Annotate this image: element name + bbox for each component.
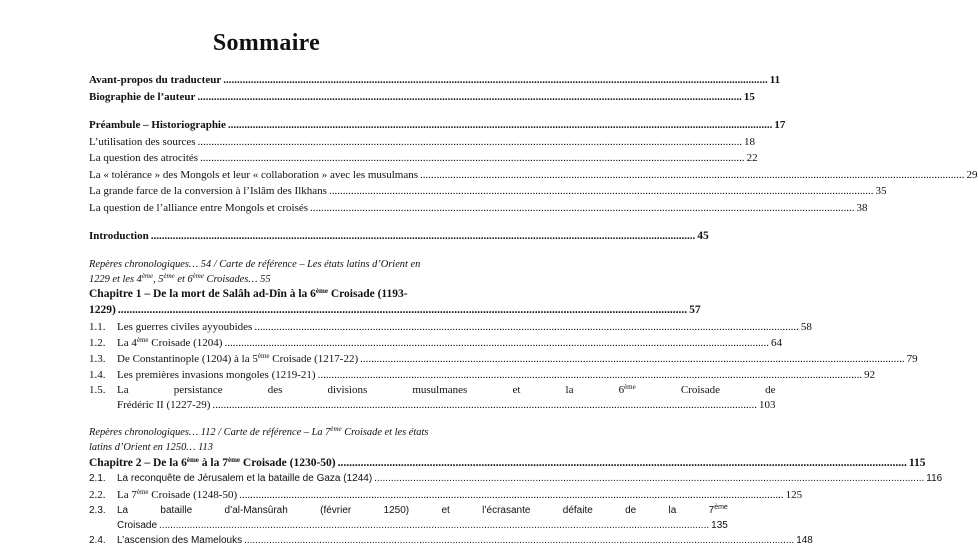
toc-section-2-2[interactable] (89, 487, 803, 503)
section-label-line (117, 503, 728, 518)
dot-leader (159, 518, 709, 533)
section-label (117, 383, 775, 413)
toc-entry-preambule[interactable] (89, 117, 786, 134)
toc-entry-label: La question des atrocités (89, 152, 199, 164)
dot-leader (197, 89, 742, 106)
reperes-text: Repères chronologiques… 54 / Carte de référence – Les états latins d’Orient en 1229 et les 4 (89, 258, 421, 285)
toc-section-1-4[interactable] (89, 367, 876, 383)
section-label (117, 335, 222, 351)
superscript: ème (141, 271, 154, 280)
reperes-text: Croisade et les états latins d’Orient en 1250… 113 (89, 426, 429, 453)
toc-entry-label: La question de l’alliance entre Mongols et croisés (89, 201, 309, 214)
page-title: Sommaire (212, 30, 321, 56)
section-number: 2.3. (89, 505, 106, 516)
toc-entry-page: 18 (744, 135, 756, 148)
toc-entry-page: 15 (743, 90, 755, 103)
table-of-contents (89, 72, 978, 549)
toc-entry-page: 125 (785, 489, 803, 501)
dot-leader (200, 150, 745, 167)
section-label-text: Croisade (1204) (148, 336, 223, 349)
toc-entry-page: 58 (800, 320, 812, 333)
chapter-title-text (89, 455, 336, 472)
chapter-2-heading[interactable] (89, 455, 926, 472)
chapter-title-part: Chapitre 2 – De la 6 (89, 456, 187, 469)
section-label-text: Croisade (117, 520, 158, 531)
chapter-title-text: 1229) (89, 304, 116, 316)
dot-leader (151, 228, 696, 245)
toc-entry-page: 35 (875, 185, 887, 197)
dot-leader (254, 319, 799, 335)
dot-leader (310, 200, 855, 217)
dot-leader (212, 398, 757, 413)
section-label-text: La persistance des divisions musulmanes et la 6 (117, 383, 625, 396)
dot-leader (228, 117, 773, 134)
superscript: ème (624, 382, 636, 391)
section-number: 1.2. (89, 336, 106, 349)
toc-entry-page: 64 (770, 336, 782, 349)
toc-section-2-1[interactable] (89, 471, 943, 487)
section-number: 2.1. (89, 473, 106, 484)
toc-entry-page: 92 (864, 368, 876, 381)
reperes-text: Croisades… 55 (203, 273, 271, 285)
section-label-line (117, 383, 775, 398)
superscript: ème (714, 504, 728, 511)
dot-leader (329, 183, 874, 200)
section-label-text: Frédéric II (1227-29) (117, 398, 211, 411)
superscript: ème (136, 488, 149, 496)
toc-entry-page: 17 (774, 119, 786, 131)
section-number: 1.1. (89, 320, 106, 333)
superscript: ème (186, 455, 199, 464)
section-number: 2.2. (89, 489, 106, 501)
dot-leader (360, 351, 905, 367)
toc-entry-page: 45 (697, 230, 709, 242)
toc-entry-page: 115 (908, 456, 926, 469)
section-label-text: La bataille d’al-Mansûrah (février 1250) et l’écrasante défaite de la 7 (117, 505, 715, 516)
section-label: L’ascension des Mamelouks (117, 535, 243, 546)
toc-entry-introduction[interactable] (89, 228, 709, 245)
dot-leader (118, 302, 687, 319)
toc-entry-biographie[interactable] (89, 89, 755, 106)
dot-leader (239, 487, 784, 503)
section-label-text: La 4 (117, 336, 137, 349)
section-label (117, 487, 237, 503)
toc-entry-label: Biographie de l’auteur (89, 90, 196, 103)
toc-section-2-3[interactable] (89, 503, 728, 533)
toc-section-1-2[interactable] (89, 335, 782, 351)
dot-leader (318, 367, 863, 383)
section-label-text: Croisade de (635, 383, 776, 396)
toc-entry-page: 79 (906, 352, 918, 365)
section-label-text: Croisade (1248-50) (148, 489, 238, 501)
superscript: ème (315, 286, 328, 295)
section-label (117, 351, 358, 367)
section-label: Les premières invasions mongoles (1219-21) (117, 368, 316, 381)
section-label-text: La 7 (117, 489, 137, 501)
reperes-text: et 6 (174, 273, 193, 285)
reperes-text: Repères chronologiques… 112 / Carte de référence – La 7 (89, 426, 331, 438)
chapter-title-part: Croisade (1230-50) (240, 456, 336, 469)
toc-entry-page: 22 (746, 152, 758, 164)
superscript: ème (257, 351, 270, 360)
superscript: ème (136, 335, 149, 344)
superscript: ème (227, 455, 241, 464)
dot-leader (374, 471, 924, 487)
section-label (117, 503, 728, 533)
toc-entry-page: 38 (856, 201, 868, 214)
dot-leader (224, 335, 769, 351)
toc-entry-conversion[interactable] (89, 183, 887, 200)
toc-entry-page: 135 (711, 520, 728, 531)
dot-leader (198, 134, 743, 151)
section-number: 1.4. (89, 368, 106, 381)
section-label: Les guerres civiles ayyoubides (117, 320, 253, 333)
dot-leader (244, 533, 794, 549)
toc-entry-label: La « tolérance » des Mongols et leur « collaboration » avec les musulmans (89, 168, 418, 181)
toc-section-1-5[interactable] (89, 382, 776, 413)
section-label-line (117, 398, 775, 413)
toc-entry-sources[interactable] (89, 134, 756, 151)
toc-entry-label: La grande farce de la conversion à l’Islâm des Ilkhans (89, 185, 327, 197)
section-label-text: Croisade (1217-22) (269, 352, 359, 365)
dot-leader (420, 167, 965, 184)
chapter-title-text: Croisade (1193- (327, 287, 408, 300)
section-number: 1.3. (89, 352, 106, 365)
section-number: 1.5. (89, 383, 106, 396)
toc-entry-page: 116 (926, 473, 943, 484)
section-number: 2.4. (89, 535, 106, 546)
toc-entry-label: Avant-propos du traducteur (89, 74, 222, 86)
toc-section-1-1[interactable] (89, 319, 812, 335)
reperes-text: , 5 (153, 273, 164, 285)
chapter-title-part: à la 7 (198, 456, 228, 469)
toc-entry-alliance[interactable] (89, 200, 868, 217)
toc-entry-label: Introduction (89, 230, 149, 242)
toc-section-2-4[interactable] (89, 533, 813, 549)
toc-entry-page: 148 (796, 535, 813, 546)
toc-entry-page: 57 (689, 304, 701, 316)
reperes-part-1 (89, 257, 441, 287)
reperes-part-2 (89, 425, 441, 455)
section-label: La reconquête de Jérusalem et la bataille de Gaza (1244) (117, 473, 373, 484)
toc-entry-page: 11 (769, 74, 781, 86)
section-label-line (117, 518, 728, 533)
superscript: ème (163, 271, 175, 280)
toc-entry-label: L’utilisation des sources (89, 135, 196, 148)
toc-section-1-3[interactable] (89, 351, 918, 367)
dot-leader (223, 72, 768, 89)
toc-entry-avant-propos[interactable] (89, 72, 781, 89)
chapter-title-text: Chapitre 1 – De la mort de Salâh ad-Dîn à la 6 (89, 287, 316, 300)
toc-entry-tolerance[interactable] (89, 167, 978, 184)
toc-entry-atrocites[interactable] (89, 150, 758, 167)
toc-entry-page: 103 (758, 398, 776, 411)
superscript: ème (330, 424, 342, 433)
dot-leader (338, 455, 907, 472)
chapter-1-heading-end[interactable] (89, 302, 701, 319)
chapter-1-heading[interactable] (89, 287, 441, 303)
superscript: ème (192, 271, 204, 280)
toc-entry-page: 29 (966, 168, 978, 181)
section-label-text: De Constantinople (1204) à la 5 (117, 352, 258, 365)
toc-entry-label: Préambule – Historiographie (89, 119, 226, 131)
